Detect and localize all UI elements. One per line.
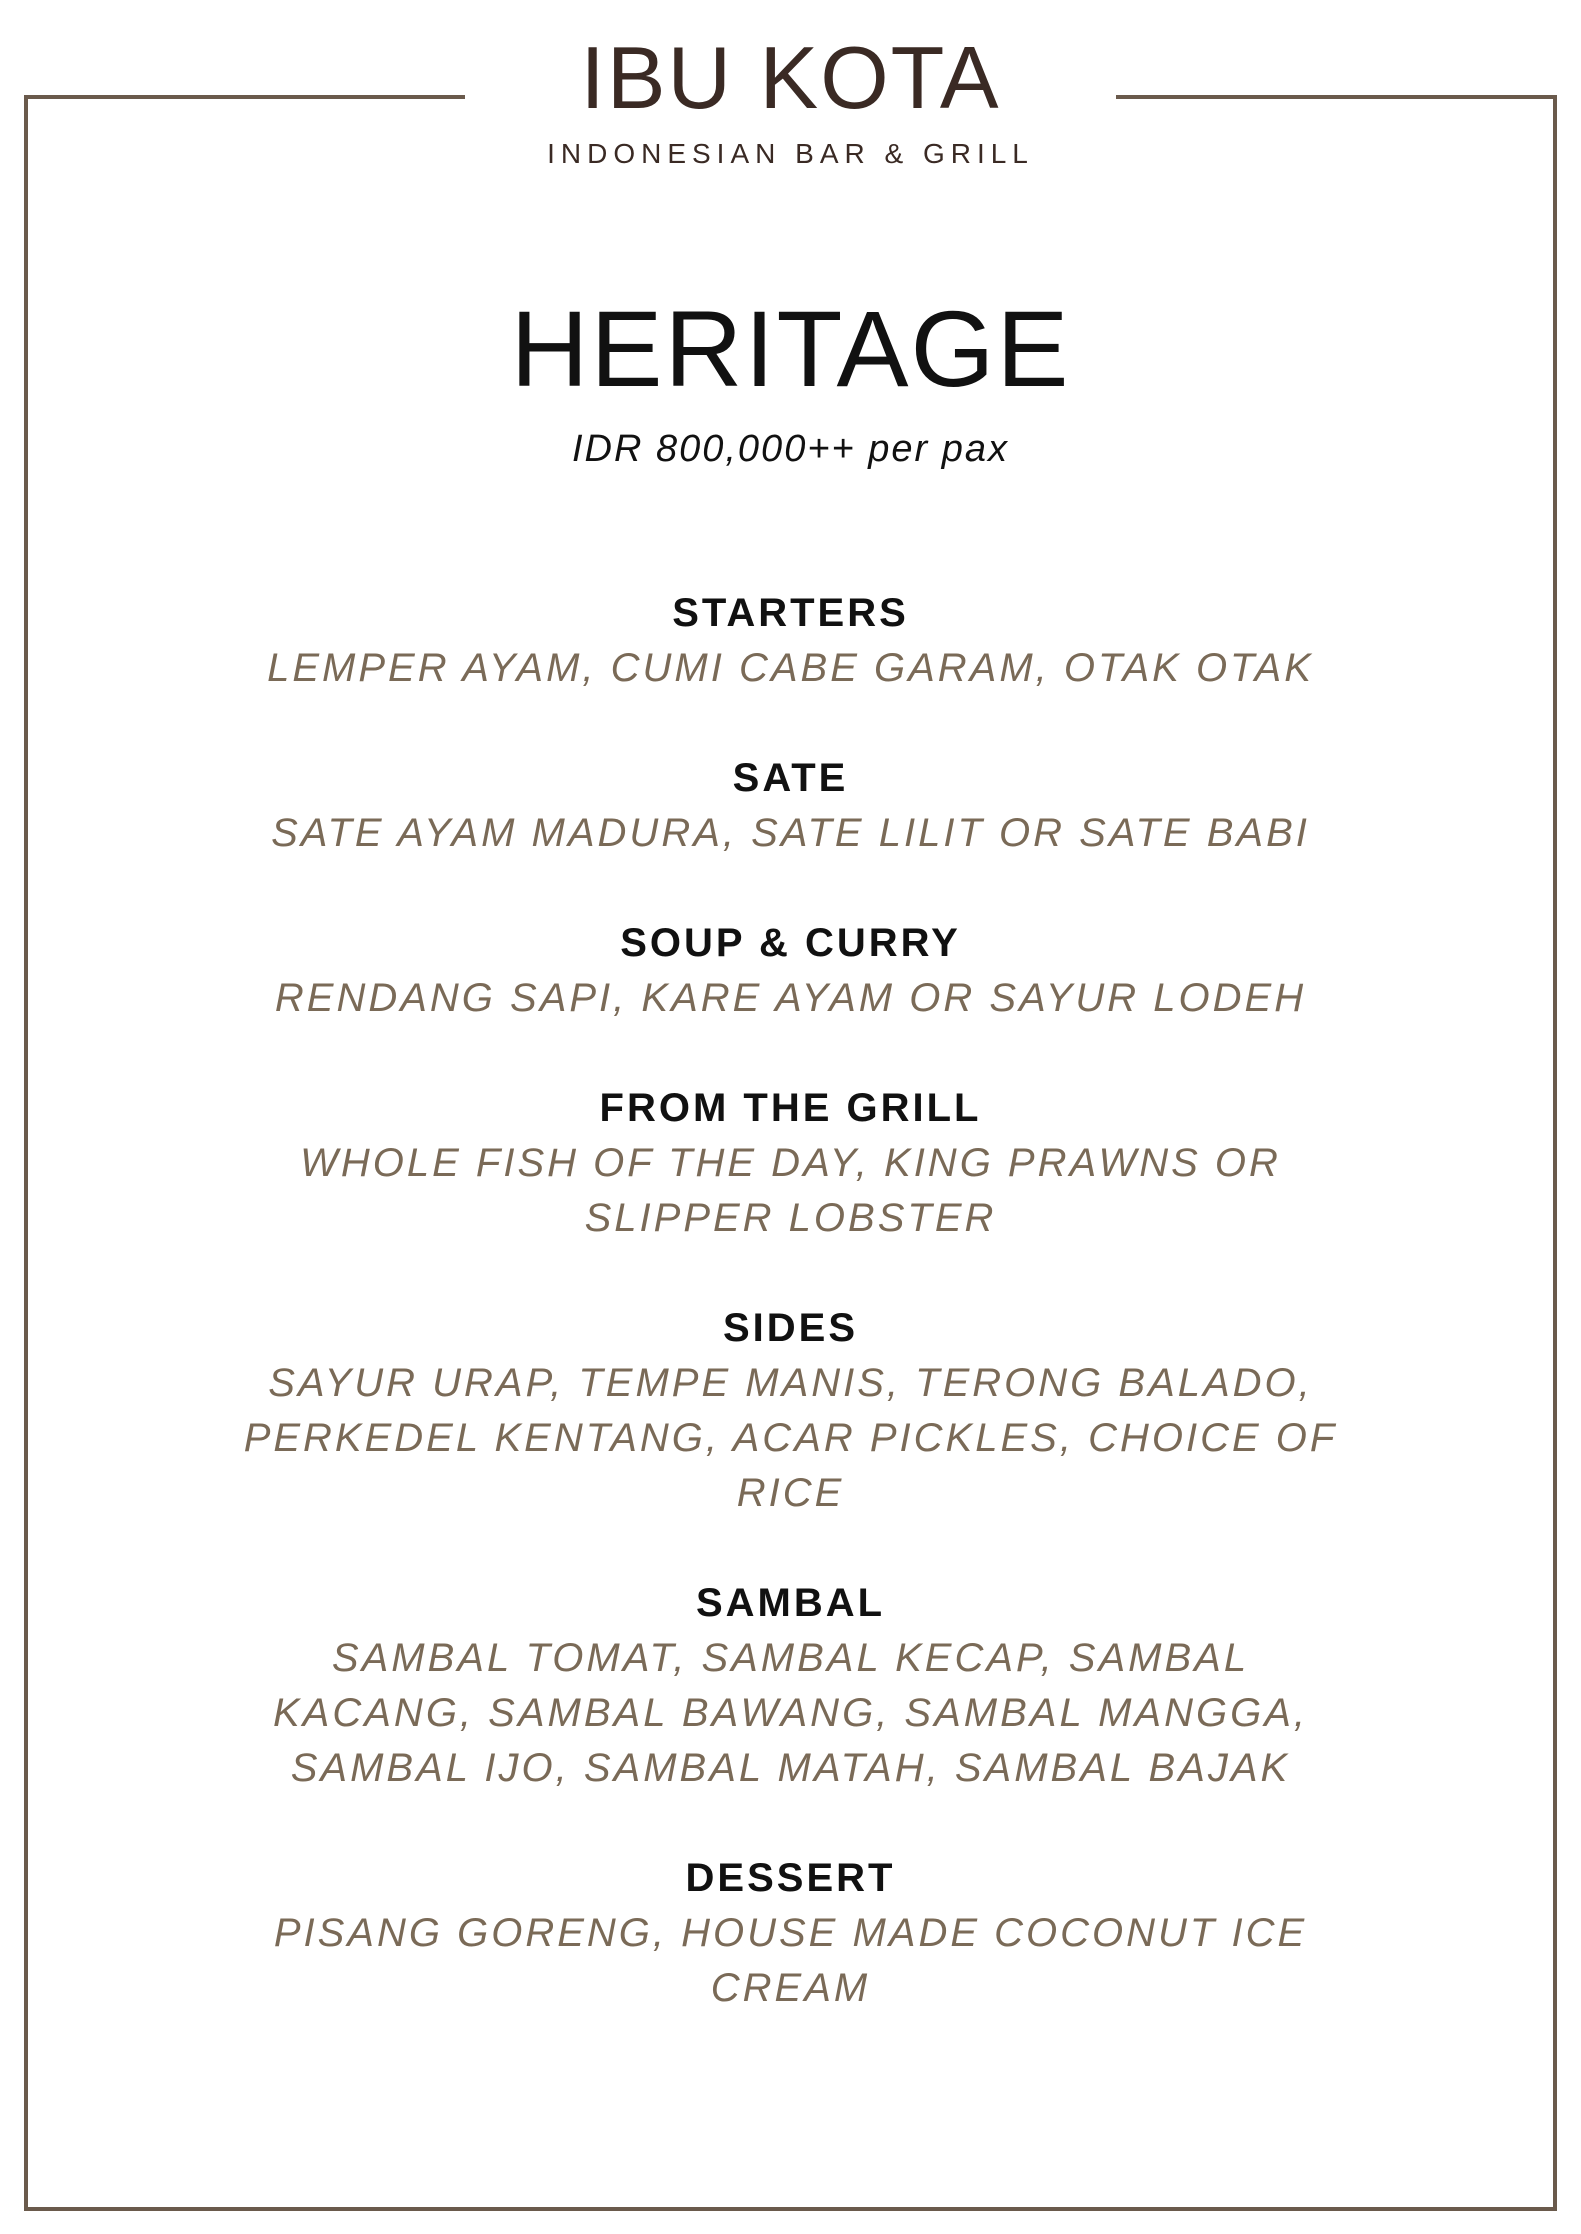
- section-items: [240, 1631, 1341, 1796]
- section-item-line: SAMBAL TOMAT, SAMBAL KECAP, SAMBAL: [331, 1636, 1250, 1680]
- section-items: [240, 806, 1341, 861]
- brand-tagline: INDONESIAN BAR & GRILL: [547, 138, 1034, 169]
- section-heading: SAMBAL: [695, 1581, 886, 1625]
- section-items: [240, 1356, 1341, 1521]
- section-heading: FROM THE GRILL: [599, 1086, 982, 1130]
- section-items: [240, 971, 1341, 1026]
- section-item-line: LEMPER AYAM, CUMI CABE GARAM, OTAK OTAK: [267, 646, 1314, 690]
- menu-section-dessert: [240, 1850, 1341, 2016]
- section-heading: SATE: [732, 756, 849, 800]
- section-heading: SIDES: [722, 1306, 859, 1350]
- menu-section-soup-curry: [240, 915, 1341, 1026]
- menu-section-starters: [240, 585, 1341, 696]
- section-item-line: WHOLE FISH OF THE DAY, KING PRAWNS OR: [300, 1141, 1281, 1185]
- section-items: [240, 1906, 1341, 2016]
- menu-title: HERITAGE: [510, 288, 1071, 409]
- menu-price: IDR 800,000++ per pax: [571, 428, 1010, 470]
- frame-right-line: [1553, 95, 1557, 2211]
- section-heading: DESSERT: [685, 1856, 896, 1900]
- section-heading: SOUP & CURRY: [620, 921, 961, 965]
- section-item-line: RICE: [736, 1471, 845, 1515]
- section-item-line: RENDANG SAPI, KARE AYAM OR SAYUR LODEH: [274, 976, 1307, 1020]
- frame-left-line: [24, 95, 28, 2211]
- section-item-line: SAMBAL IJO, SAMBAL MATAH, SAMBAL BAJAK: [290, 1746, 1291, 1790]
- section-item-line: PERKEDEL KENTANG, ACAR PICKLES, CHOICE OF: [243, 1416, 1338, 1460]
- menu-section-from-the-grill: [240, 1080, 1341, 1246]
- section-items: [240, 641, 1341, 696]
- section-item-line: PISANG GORENG, HOUSE MADE COCONUT ICE: [273, 1911, 1308, 1955]
- brand-logo-name: IBU KOTA: [580, 28, 1001, 127]
- section-item-line: KACANG, SAMBAL BAWANG, SAMBAL MANGGA,: [273, 1691, 1308, 1735]
- menu-section-sambal: [240, 1575, 1341, 1796]
- menu-section-sides: [240, 1300, 1341, 1521]
- menu-section-sate: [240, 750, 1341, 861]
- section-item-line: SLIPPER LOBSTER: [584, 1196, 997, 1240]
- section-item-line: CREAM: [710, 1966, 871, 2010]
- section-item-line: SAYUR URAP, TEMPE MANIS, TERONG BALADO,: [268, 1361, 1313, 1405]
- section-items: [240, 1136, 1341, 1246]
- frame-bottom-line: [24, 2207, 1557, 2211]
- section-heading: STARTERS: [672, 591, 909, 635]
- section-item-line: SATE AYAM MADURA, SATE LILIT OR SATE BABI: [271, 811, 1310, 855]
- menu-sections: [240, 585, 1341, 2070]
